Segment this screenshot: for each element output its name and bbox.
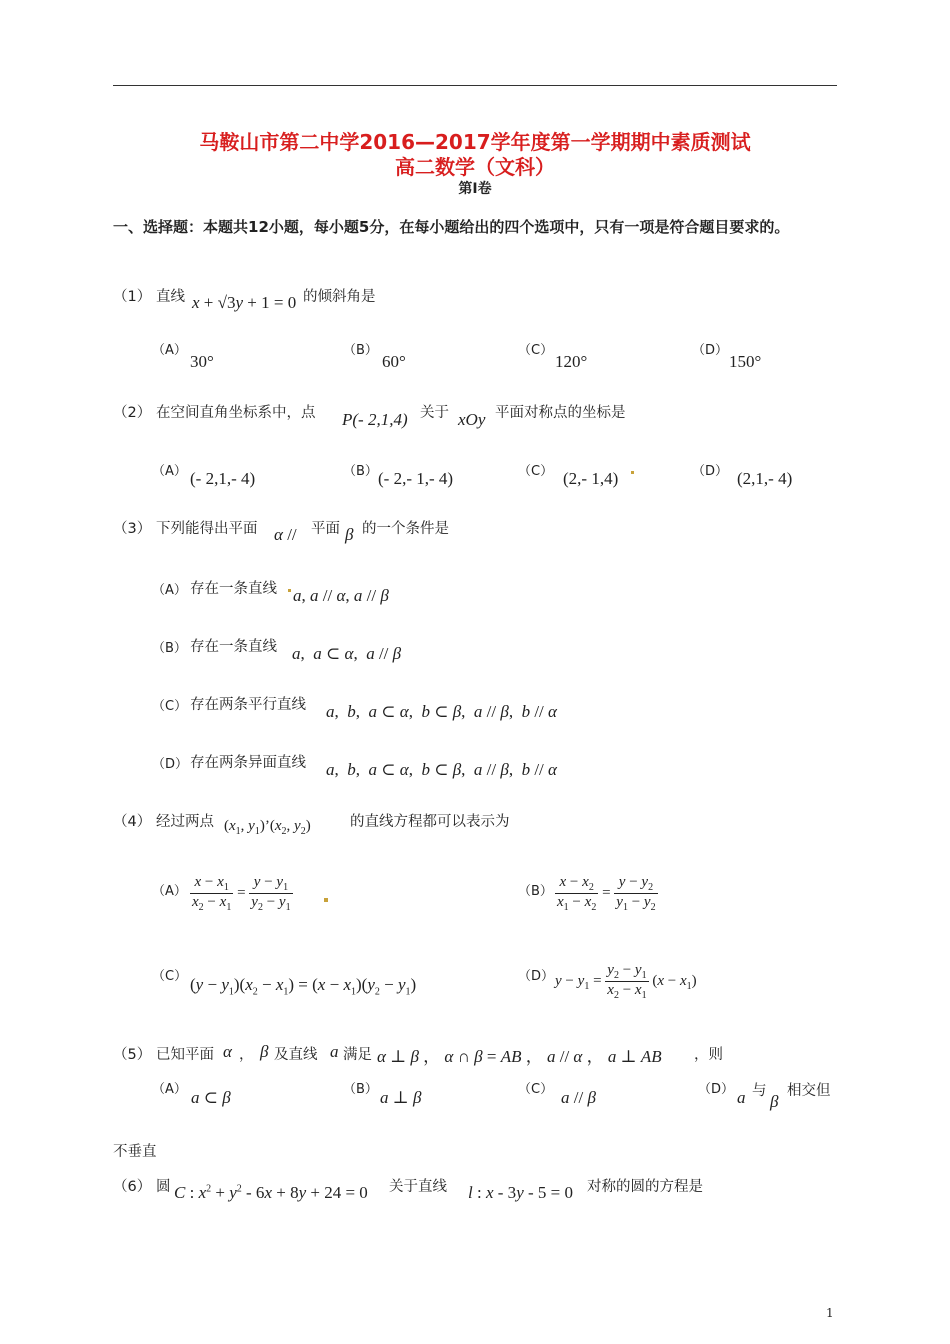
q5-option-a-label: （A） bbox=[152, 1082, 187, 1097]
q5-option-a: a ⊂ β bbox=[191, 1088, 231, 1107]
q4-number: （4） bbox=[113, 814, 152, 830]
q3-option-c-text: 存在两条平行直线 bbox=[190, 697, 306, 713]
volume-label: 第Ⅰ卷 bbox=[458, 181, 492, 197]
q2-option-d: (2,1,- 4) bbox=[737, 469, 793, 488]
q3-option-b-math: a, a ⊂ α, a // β bbox=[292, 644, 402, 663]
page-number: 1 bbox=[826, 1306, 834, 1320]
q3-option-d-label: （D） bbox=[152, 757, 189, 772]
q2-option-a-label: （A） bbox=[152, 464, 187, 479]
q1-option-d: 150° bbox=[729, 352, 762, 371]
q5-option-d-text-a: 与 bbox=[752, 1083, 767, 1099]
q4-option-d: $y - y_1$ = $\frac{y_2 - y_1}{x_2 - x_1}$ $(x - x_1)$ bbox=[555, 962, 697, 1001]
q3-option-c-label: （C） bbox=[152, 699, 188, 714]
q3-beta: β bbox=[345, 525, 354, 544]
q2-option-b: (- 2,- 1,- 4) bbox=[378, 469, 454, 488]
q4-stem-a: 经过两点 bbox=[156, 814, 214, 830]
q6-circle-equation: C : $x^2 + y^2 - 6x + 8y + 24 = 0$ bbox=[174, 1183, 368, 1202]
q1-option-b: 60° bbox=[382, 352, 406, 371]
exam-title: 马鞍山市第二中学2016—2017学年度第一学期期中素质测试 bbox=[199, 130, 751, 154]
q4-option-b-label: （B） bbox=[518, 884, 553, 899]
q5-number: （5） bbox=[113, 1047, 152, 1063]
q2-option-b-label: （B） bbox=[343, 464, 378, 479]
q3-option-a-text: 存在一条直线 bbox=[190, 581, 277, 597]
q2-stem-c: 平面对称点的坐标是 bbox=[495, 405, 626, 421]
q4-option-b: $\frac{x - x_2}{x_1 - x_2}$ = $\frac{y - y_2}{y_1 - y_2}$ bbox=[557, 874, 656, 913]
q6-stem-b: 关于直线 bbox=[389, 1179, 447, 1195]
q4-option-a: $\frac{x - x_1}{x_2 - x_1}$ = $\frac{y - y_1}{y_2 - y_1}$ bbox=[192, 874, 291, 913]
q3-alpha-parallel: α // bbox=[274, 525, 297, 544]
q1-number: （1） bbox=[113, 289, 152, 305]
q2-stem-a: 在空间直角坐标系中，点 bbox=[156, 405, 316, 421]
q5-stem-d: 满足 bbox=[343, 1047, 372, 1063]
q1-equation: x + √3y + 1 = 0 bbox=[192, 293, 297, 312]
q5-option-c: a // β bbox=[561, 1088, 596, 1107]
q5-continuation: 不垂直 bbox=[113, 1144, 157, 1160]
stray-dot bbox=[631, 471, 634, 474]
q1-stem-a: 直线 bbox=[156, 289, 185, 305]
q4-option-c-label: （C） bbox=[152, 969, 188, 984]
q3-stem-b: 平面 bbox=[311, 521, 340, 537]
q6-stem-a: 圆 bbox=[156, 1179, 171, 1195]
q3-option-b-label: （B） bbox=[152, 641, 187, 656]
q2-option-a: (- 2,1,- 4) bbox=[190, 469, 256, 488]
q2-number: （2） bbox=[113, 405, 152, 421]
q5-beta: β bbox=[260, 1042, 269, 1061]
q2-option-d-label: （D） bbox=[692, 464, 729, 479]
q4-stem-b: 的直线方程都可以表示为 bbox=[350, 814, 510, 830]
q1-stem-b: 的倾斜角是 bbox=[303, 289, 376, 305]
exam-subtitle: 高二数学（文科） bbox=[395, 155, 555, 179]
q4-option-c: $(y - y_1)(x_2 - x_1) = (x - x_1)(y_2 - y_1)$ bbox=[190, 975, 417, 998]
q1-option-a: 30° bbox=[190, 352, 214, 371]
q3-option-c-math: a, b, a ⊂ α, b ⊂ β, a // β, b // α bbox=[326, 702, 557, 721]
q5-alpha: α bbox=[223, 1042, 232, 1061]
q3-stem-c: 的一个条件是 bbox=[362, 521, 449, 537]
q5-option-b: a ⊥ β bbox=[380, 1088, 422, 1107]
q5-stem-b: ， bbox=[239, 1047, 254, 1063]
header-rule bbox=[113, 85, 837, 86]
q5-option-d-beta: β bbox=[770, 1092, 779, 1111]
q5-option-c-label: （C） bbox=[518, 1082, 554, 1097]
q6-number: （6） bbox=[113, 1179, 152, 1195]
q3-option-d-text: 存在两条异面直线 bbox=[190, 755, 306, 771]
q4-option-d-label: （D） bbox=[518, 969, 555, 984]
q1-option-c-label: （C） bbox=[518, 343, 554, 358]
q5-stem-c: 及直线 bbox=[274, 1047, 318, 1063]
q5-option-d-a: a bbox=[737, 1088, 746, 1107]
q3-option-d-math: a, b, a ⊂ α, b ⊂ β, a // β, b // α bbox=[326, 760, 557, 779]
q5-option-d-label: （D） bbox=[698, 1082, 735, 1097]
q5-stem-a: 已知平面 bbox=[156, 1047, 214, 1063]
q6-line-equation: l : x - 3y - 5 = 0 bbox=[468, 1183, 573, 1202]
q2-option-c: (2,- 1,4) bbox=[563, 469, 619, 488]
q2-option-c-label: （C） bbox=[518, 464, 554, 479]
q5-conditions: α ⊥ β ， α ∩ β = AB ， a // α ， a ⊥ AB bbox=[377, 1047, 662, 1066]
q5-line-a: a bbox=[330, 1042, 339, 1061]
q3-option-a-label: （A） bbox=[152, 583, 187, 598]
q5-stem-e: ，则 bbox=[694, 1047, 723, 1063]
q3-option-b-text: 存在一条直线 bbox=[190, 639, 277, 655]
stray-dot bbox=[288, 589, 291, 592]
q4-points: ($x_1$, $y_1)’(x_2$, $y_2$) bbox=[224, 818, 311, 837]
q6-stem-c: 对称的圆的方程是 bbox=[587, 1179, 703, 1195]
q1-option-c: 120° bbox=[555, 352, 588, 371]
section-heading: 一、选择题：本题共12小题，每小题5分，在每小题给出的四个选项中，只有一项是符合题目要求的。 bbox=[113, 218, 790, 236]
q3-number: （3） bbox=[113, 521, 152, 537]
q1-option-b-label: （B） bbox=[343, 343, 378, 358]
q1-option-a-label: （A） bbox=[152, 343, 187, 358]
q2-stem-b: 关于 bbox=[420, 405, 449, 421]
q4-option-a-label: （A） bbox=[152, 884, 187, 899]
q3-stem-a: 下列能得出平面 bbox=[156, 521, 258, 537]
q1-option-d-label: （D） bbox=[692, 343, 729, 358]
q5-option-d-text-b: 相交但 bbox=[787, 1083, 831, 1099]
q3-option-a-math: a, a // α, a // β bbox=[293, 586, 389, 605]
stray-dot bbox=[324, 898, 328, 902]
q5-option-b-label: （B） bbox=[343, 1082, 378, 1097]
q2-point: P(- 2,1,4) bbox=[342, 410, 408, 429]
q2-plane: xOy bbox=[458, 410, 486, 429]
